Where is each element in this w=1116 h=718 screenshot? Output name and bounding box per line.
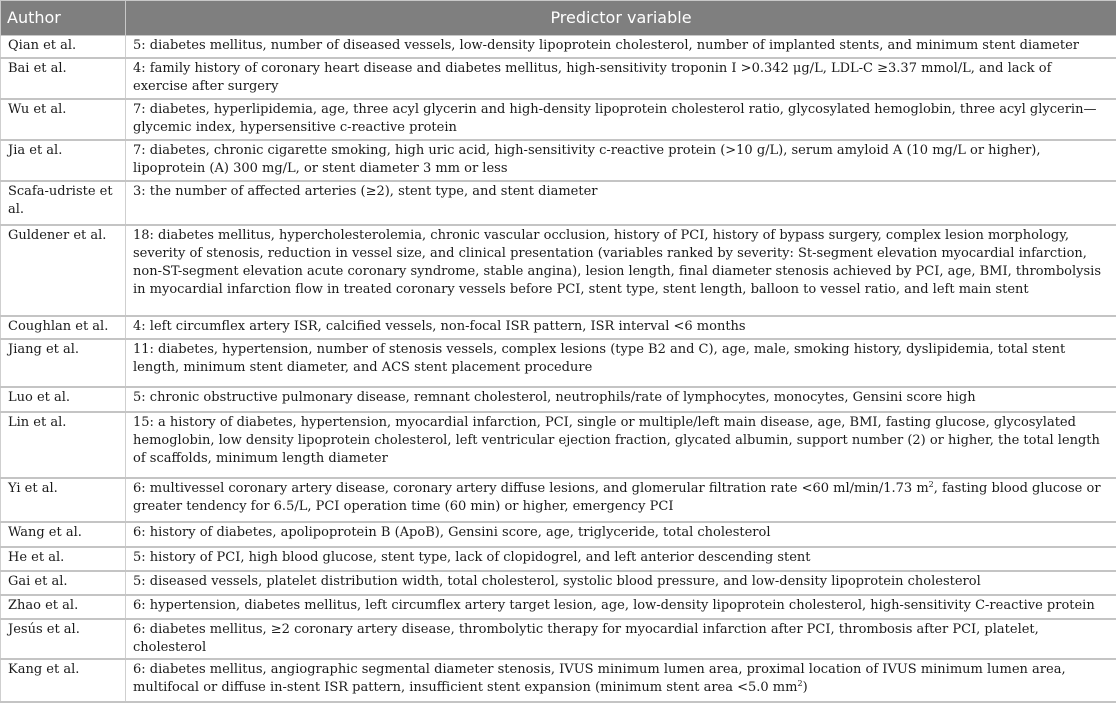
table-row	[1, 58, 1116, 99]
author-cell: Scafa-udriste et al.	[1, 181, 126, 225]
author-cell: He et al.	[1, 547, 126, 571]
table-row	[1, 387, 1116, 412]
table-row	[1, 659, 1116, 702]
predictor-text: , fasting blood glucose or greater tendency for 6.5/L, PCI operation time (60 min) or higher, emergency PCI	[133, 480, 1101, 514]
predictor-cell	[126, 659, 1116, 702]
superscript: 2	[797, 679, 803, 689]
predictor-cell	[126, 478, 1116, 522]
predictor-cell: 5: chronic obstructive pulmonary disease, remnant cholesterol, neutrophils/rate of lymphocytes, monocytes, Gensini score high	[126, 387, 1116, 412]
table-row	[1, 225, 1116, 316]
table-row	[1, 412, 1116, 478]
author-cell: Jiang et al.	[1, 339, 126, 387]
predictor-cell: 15: a history of diabetes, hypertension, myocardial infarction, PCI, single or multiple/left main disease, age, BMI, fasting glucose, glycosylated hemoglobin, low density lipoprotein cholesterol, left ventricular ejection fraction, glycated albumin, support number (2) or higher, the total length of scaffolds, minimum length diameter	[126, 412, 1116, 478]
author-cell: Yi et al.	[1, 478, 126, 522]
author-cell: Wu et al.	[1, 99, 126, 140]
predictor-cell: 18: diabetes mellitus, hypercholesterolemia, chronic vascular occlusion, history of PCI, history of bypass surgery, complex lesion morphology, severity of stenosis, reduction in vessel size, and clinical presentation (variables ranked by severity: St-segment elevation myocardial infarction, non-ST-segment elevation acute coronary syndrome, stable angina), lesion length, final diameter stenosis achieved by PCI, age, BMI, thrombolysis in myocardial infarction flow in treated coronary vessels before PCI, stent type, stent length, balloon to vessel ratio, and left main stent	[126, 225, 1116, 316]
predictor-text: 6: multivessel coronary artery disease, coronary artery diffuse lesions, and glomerular filtration rate <60 ml/min/1.73 m	[133, 480, 929, 496]
table-row	[1, 547, 1116, 571]
table-row	[1, 316, 1116, 339]
table-row	[1, 619, 1116, 660]
author-cell: Jia et al.	[1, 140, 126, 181]
table-row	[1, 571, 1116, 595]
author-cell: Coughlan et al.	[1, 316, 126, 339]
table-row	[1, 595, 1116, 619]
table-row	[1, 36, 1116, 58]
table-row	[1, 339, 1116, 387]
table-row	[1, 522, 1116, 547]
author-cell: Wang et al.	[1, 522, 126, 547]
superscript: 2	[928, 479, 934, 489]
predictor-column-header: Predictor variable	[126, 1, 1116, 36]
table-body	[1, 36, 1116, 703]
predictor-cell: 5: history of PCI, high blood glucose, stent type, lack of clopidogrel, and left anterior descending stent	[126, 547, 1116, 571]
table-row	[1, 478, 1116, 522]
author-cell: Qian et al.	[1, 36, 126, 58]
author-cell: Lin et al.	[1, 412, 126, 478]
table-row	[1, 140, 1116, 181]
author-cell: Kang et al.	[1, 659, 126, 702]
author-cell: Luo et al.	[1, 387, 126, 412]
author-cell: Jesús et al.	[1, 619, 126, 660]
predictor-cell: 4: left circumflex artery ISR, calcified vessels, non-focal ISR pattern, ISR interval <6 months	[126, 316, 1116, 339]
predictor-cell: 11: diabetes, hypertension, number of stenosis vessels, complex lesions (type B2 and C), age, male, smoking history, dyslipidemia, total stent length, minimum stent diameter, and ACS stent placement procedure	[126, 339, 1116, 387]
author-cell: Zhao et al.	[1, 595, 126, 619]
table-row	[1, 181, 1116, 225]
predictor-cell: 6: diabetes mellitus, ≥2 coronary artery disease, thrombolytic therapy for myocardial infarction after PCI, thrombosis after PCI, platelet, cholesterol	[126, 619, 1116, 660]
author-cell: Gai et al.	[1, 571, 126, 595]
author-cell: Bai et al.	[1, 58, 126, 99]
predictor-cell: 6: history of diabetes, apolipoprotein B (ApoB), Gensini score, age, triglyceride, total cholesterol	[126, 522, 1116, 547]
header-row	[1, 1, 1116, 36]
predictor-text: 6: diabetes mellitus, angiographic segmental diameter stenosis, IVUS minimum lumen area, proximal location of IVUS minimum lumen area, multifocal or diffuse in-stent ISR pattern, insufficient stent expansion (minimum stent area <5.0 mm	[133, 662, 1066, 696]
predictor-text: )	[802, 680, 808, 696]
predictor-cell: 3: the number of affected arteries (≥2), stent type, and stent diameter	[126, 181, 1116, 225]
table-header	[1, 1, 1116, 36]
table-row	[1, 99, 1116, 140]
predictor-cell: 7: diabetes, hyperlipidemia, age, three acyl glycerin and high-density lipoprotein cholesterol ratio, glycosylated hemoglobin, three acyl glycerin—glycemic index, hypersensitive c-reactive protein	[126, 99, 1116, 140]
predictor-cell: 5: diseased vessels, platelet distribution width, total cholesterol, systolic blood pressure, and low-density lipoprotein cholesterol	[126, 571, 1116, 595]
predictor-cell: 4: family history of coronary heart disease and diabetes mellitus, high-sensitivity troponin I >0.342 μg/L, LDL-C ≥3.37 mmol/L, and lack of exercise after surgery	[126, 58, 1116, 99]
author-column-header: Author	[1, 1, 126, 36]
predictor-cell: 6: hypertension, diabetes mellitus, left circumflex artery target lesion, age, low-density lipoprotein cholesterol, high-sensitivity C-reactive protein	[126, 595, 1116, 619]
predictor-cell: 5: diabetes mellitus, number of diseased vessels, low-density lipoprotein cholesterol, number of implanted stents, and minimum stent diameter	[126, 36, 1116, 58]
author-cell: Guldener et al.	[1, 225, 126, 316]
predictor-cell: 7: diabetes, chronic cigarette smoking, high uric acid, high-sensitivity c-reactive protein (>10 g/L), serum amyloid A (10 mg/L or higher), lipoprotein (A) 300 mg/L, or stent diameter 3 mm or less	[126, 140, 1116, 181]
